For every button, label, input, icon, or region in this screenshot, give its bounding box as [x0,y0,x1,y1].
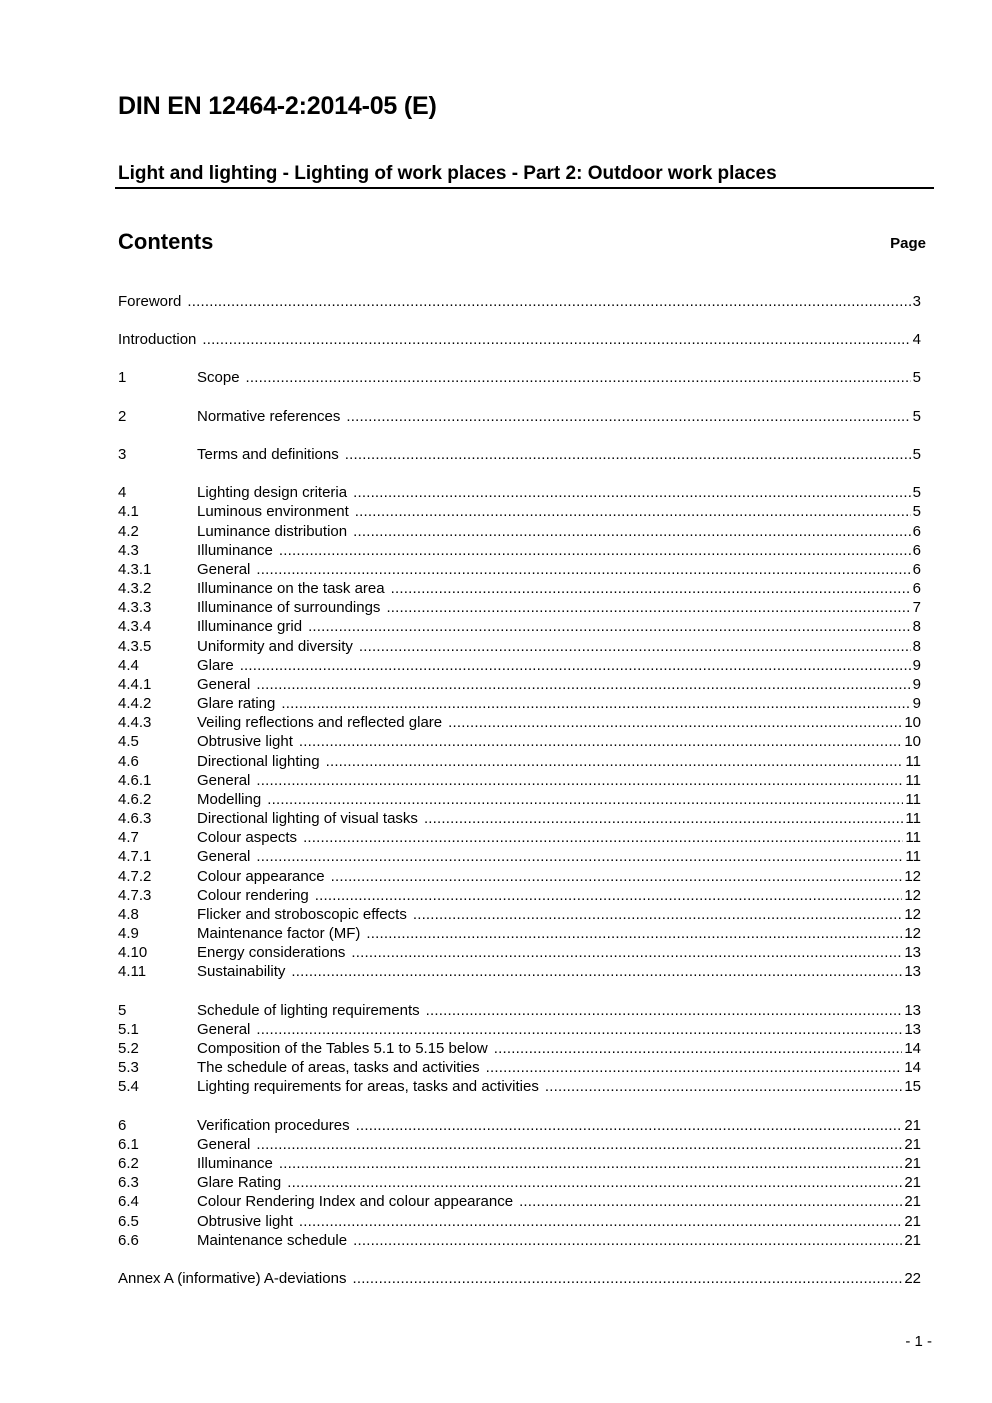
toc-entry-title: Schedule of lighting requirements [197,1002,420,1019]
toc-entry[interactable] [118,1077,921,1097]
toc-entry[interactable] [118,598,921,618]
toc-entry[interactable] [118,732,921,752]
toc-entry-number: 4.6 [118,753,139,770]
toc-entry-page: 22 [904,1270,921,1287]
toc-entry-page: 21 [904,1174,921,1191]
toc-entry-number: 6.3 [118,1174,139,1191]
toc-entry[interactable] [118,1212,921,1232]
toc-entry[interactable] [118,560,921,580]
toc-entry-title: Modelling [197,791,262,808]
toc-entry-number: 4 [118,484,127,501]
toc-entry-number: 4.1 [118,503,139,520]
toc-entry[interactable] [118,483,921,503]
toc-dot-leader [256,1020,902,1040]
toc-entry-title: Colour aspects [197,829,298,846]
toc-entry-page: 12 [904,868,921,885]
toc-entry[interactable] [118,502,921,522]
toc-entry-title: Directional lighting [197,753,320,770]
toc-entry[interactable] [118,675,921,695]
toc-entry-number: 4.9 [118,925,139,942]
toc-entry[interactable] [118,905,921,925]
toc-entry-number: 4.4.2 [118,695,152,712]
toc-entry-page: 5 [912,446,921,463]
toc-dot-leader [279,541,911,561]
toc-entry-number: 4.6.1 [118,772,152,789]
toc-entry-page: 11 [905,791,921,808]
toc-entry[interactable] [118,522,921,542]
toc-entry[interactable] [118,1173,921,1193]
toc-entry-title: Obtrusive light [197,1213,293,1230]
toc-entry[interactable] [118,1154,921,1174]
toc-entry-title: Verification procedures [197,1117,350,1134]
toc-entry-number: 4.7.2 [118,868,152,885]
toc-entry-title: Veiling reflections and reflected glare [197,714,443,731]
toc-entry-number: 4.6.3 [118,810,152,827]
toc-dot-leader [326,752,904,772]
toc-entry[interactable] [118,1039,921,1059]
toc-entry-page: 4 [912,331,921,348]
toc-entry-page: 9 [912,676,921,693]
toc-entry-title: Glare rating [197,695,276,712]
toc-entry[interactable] [118,713,921,733]
toc-entry[interactable] [118,617,921,637]
toc-entry-title: General [197,1021,251,1038]
toc-entry-page: 6 [912,523,921,540]
toc-dot-leader [281,694,910,714]
toc-dot-leader [291,962,902,982]
toc-entry-page: 21 [904,1232,921,1249]
toc-entry-number: 5 [118,1002,127,1019]
toc-dot-leader [267,790,903,810]
toc-entry-number: 6.1 [118,1136,139,1153]
toc-entry-title: Obtrusive light [197,733,293,750]
document-title: Light and lighting - Lighting of work places - Part 2: Outdoor work places [118,163,777,184]
toc-dot-leader [391,579,911,599]
toc-dot-leader [256,675,910,695]
toc-entry-number: 5.4 [118,1078,139,1095]
toc-entry-title: Normative references [197,408,341,425]
toc-entry-page: 11 [905,753,921,770]
toc-entry-number: 4.7 [118,829,139,846]
toc-entry[interactable] [118,1058,921,1078]
toc-entry-page: 10 [904,733,921,750]
toc-entry-page: 21 [904,1136,921,1153]
toc-entry-title: Colour appearance [197,868,325,885]
toc-dot-leader [494,1039,903,1059]
toc-entry-page: 12 [904,887,921,904]
toc-entry-page: 13 [904,1021,921,1038]
toc-entry-page: 11 [905,772,921,789]
toc-dot-leader [331,867,903,887]
toc-entry[interactable] [118,924,921,944]
toc-entry[interactable] [118,694,921,714]
toc-entry-title: Energy considerations [197,944,346,961]
toc-entry-page: 9 [912,657,921,674]
toc-entry-number: 4.3 [118,542,139,559]
toc-entry-number: 4.7.1 [118,848,152,865]
toc-entry[interactable] [118,541,921,561]
toc-entry-page: 6 [912,542,921,559]
toc-dot-leader [366,924,902,944]
toc-entry-title: Flicker and stroboscopic effects [197,906,407,923]
toc-dot-leader [303,828,903,848]
toc-entry-title: Lighting design criteria [197,484,348,501]
toc-entry-page: 21 [904,1193,921,1210]
toc-entry[interactable] [118,886,921,906]
toc-entry-number: 5.2 [118,1040,139,1057]
toc-entry-number: 1 [118,369,127,386]
toc-entry-title: Maintenance schedule [197,1232,348,1249]
toc-entry-page: 5 [912,484,921,501]
toc-entry[interactable] [118,330,921,350]
toc-dot-leader [353,483,911,503]
toc-entry[interactable] [118,790,921,810]
toc-entry-page: 8 [912,638,921,655]
toc-entry[interactable] [118,368,921,388]
toc-dot-leader [352,1269,902,1289]
page-number: - 1 - [905,1333,932,1350]
title-underline-divider [115,187,934,189]
toc-dot-leader [308,617,911,637]
toc-dot-leader [299,1212,902,1232]
toc-entry-number: 4.2 [118,523,139,540]
toc-entry[interactable] [118,1231,921,1251]
toc-dot-leader [240,656,911,676]
toc-dot-leader [356,1116,903,1136]
toc-dot-leader [545,1077,902,1097]
toc-entry-page: 6 [912,561,921,578]
toc-entry-title: General [197,561,251,578]
toc-entry-title: Illuminance on the task area [197,580,385,597]
toc-dot-leader [345,445,911,465]
toc-entry[interactable] [118,962,921,982]
toc-entry-title: Glare [197,657,234,674]
toc-entry-number: 6.2 [118,1155,139,1172]
toc-entry-title: Directional lighting of visual tasks [197,810,418,827]
toc-dot-leader [386,598,910,618]
toc-entry-page: 13 [904,944,921,961]
toc-dot-leader [351,943,902,963]
toc-entry-title: Luminance distribution [197,523,348,540]
toc-entry-title: Luminous environment [197,503,349,520]
toc-entry-number: 6.5 [118,1213,139,1230]
toc-entry-page: 11 [905,810,921,827]
toc-entry-number: 3 [118,446,127,463]
contents-heading: Contents [118,229,214,254]
toc-entry-page: 21 [904,1155,921,1172]
toc-entry-number: 6.6 [118,1232,139,1249]
toc-dot-leader [353,522,911,542]
toc-entry-title: Maintenance factor (MF) [197,925,361,942]
toc-dot-leader [359,637,911,657]
toc-entry[interactable] [118,445,921,465]
toc-dot-leader [413,905,902,925]
toc-entry-number: 4.3.1 [118,561,152,578]
toc-dot-leader [486,1058,903,1078]
toc-entry-page: 9 [912,695,921,712]
toc-entry-number: 4.4 [118,657,139,674]
toc-entry-number: 4.6.2 [118,791,152,808]
toc-dot-leader [519,1192,902,1212]
toc-entry-title: Composition of the Tables 5.1 to 5.15 below [197,1040,488,1057]
toc-entry[interactable] [118,943,921,963]
toc-entry-number: 4.4.1 [118,676,152,693]
toc-entry[interactable] [118,407,921,427]
toc-entry[interactable] [118,752,921,772]
toc-entry-title: Sustainability [197,963,286,980]
toc-entry[interactable] [118,771,921,791]
toc-entry-number: 4.3.4 [118,618,152,635]
toc-entry-title: General [197,1136,251,1153]
toc-dot-leader [256,847,903,867]
toc-entry-page: 11 [905,829,921,846]
toc-entry-title: Glare Rating [197,1174,282,1191]
toc-entry-title: General [197,676,251,693]
toc-entry-number: 4.11 [118,963,147,980]
toc-entry[interactable] [118,1001,921,1021]
toc-entry-number: 2 [118,408,127,425]
toc-entry[interactable] [118,809,921,829]
toc-entry-title: The schedule of areas, tasks and activities [197,1059,480,1076]
toc-entry-page: 6 [912,580,921,597]
toc-entry[interactable] [118,1135,921,1155]
toc-entry-page: 14 [904,1040,921,1057]
toc-entry[interactable] [118,656,921,676]
toc-dot-leader [299,732,902,752]
toc-entry-number: 4.3.3 [118,599,152,616]
toc-entry[interactable] [118,828,921,848]
toc-entry-title: Foreword [118,293,182,310]
toc-dot-leader [246,368,911,388]
toc-entry-title: Uniformity and diversity [197,638,353,655]
toc-entry-page: 12 [904,925,921,942]
toc-entry[interactable] [118,1269,921,1289]
toc-entry-title: General [197,772,251,789]
toc-entry-page: 15 [904,1078,921,1095]
toc-entry[interactable] [118,847,921,867]
toc-entry-page: 5 [912,369,921,386]
toc-dot-leader [426,1001,903,1021]
toc-entry-number: 4.4.3 [118,714,152,731]
toc-dot-leader [279,1154,902,1174]
toc-entry-page: 11 [905,848,921,865]
toc-entry-page: 13 [904,1002,921,1019]
toc-entry-title: Illuminance [197,542,273,559]
toc-entry-title: Lighting requirements for areas, tasks and activities [197,1078,539,1095]
toc-entry[interactable] [118,292,921,312]
toc-entry-number: 4.5 [118,733,139,750]
toc-entry-page: 13 [904,963,921,980]
toc-entry-page: 5 [912,408,921,425]
toc-entry-title: Terms and definitions [197,446,339,463]
toc-entry[interactable] [118,637,921,657]
toc-entry-page: 8 [912,618,921,635]
toc-entry[interactable] [118,579,921,599]
toc-entry-page: 14 [904,1059,921,1076]
toc-dot-leader [424,809,903,829]
toc-dot-leader [315,886,903,906]
toc-entry-title: General [197,848,251,865]
toc-entry-title: Illuminance of surroundings [197,599,381,616]
toc-entry-number: 4.7.3 [118,887,152,904]
toc-entry[interactable] [118,1116,921,1136]
toc-entry-number: 4.8 [118,906,139,923]
toc-entry-page: 10 [904,714,921,731]
toc-dot-leader [256,560,910,580]
toc-entry-title: Introduction [118,331,197,348]
toc-dot-leader [353,1231,902,1251]
toc-dot-leader [355,502,911,522]
toc-entry-page: 7 [912,599,921,616]
toc-entry-number: 5.3 [118,1059,139,1076]
toc-entry-title: Illuminance [197,1155,273,1172]
toc-entry-number: 4.10 [118,944,148,961]
toc-entry-title: Colour Rendering Index and colour appearance [197,1193,514,1210]
toc-entry-page: 5 [912,503,921,520]
toc-entry-number: 6.4 [118,1193,139,1210]
toc-entry-page: 3 [912,293,921,310]
toc-entry-number: 4.3.5 [118,638,152,655]
toc-entry-title: Colour rendering [197,887,309,904]
toc-entry-title: Illuminance grid [197,618,303,635]
toc-dot-leader [287,1173,902,1193]
toc-entry-number: 6 [118,1117,127,1134]
toc-entry[interactable] [118,867,921,887]
toc-entry-page: 21 [904,1117,921,1134]
toc-entry-number: 4.3.2 [118,580,152,597]
toc-dot-leader [448,713,902,733]
page-column-label: Page [890,235,926,252]
toc-entry[interactable] [118,1020,921,1040]
toc-dot-leader [256,1135,902,1155]
document-id: DIN EN 12464-2:2014-05 (E) [118,92,437,120]
toc-dot-leader [202,330,910,350]
toc-dot-leader [346,407,910,427]
toc-entry[interactable] [118,1192,921,1212]
toc-entry-number: 5.1 [118,1021,139,1038]
toc-dot-leader [256,771,903,791]
toc-entry-title: Scope [197,369,240,386]
toc-entry-title: Annex A (informative) A-deviations [118,1270,347,1287]
toc-dot-leader [187,292,910,312]
toc-entry-page: 21 [904,1213,921,1230]
toc-entry-page: 12 [904,906,921,923]
